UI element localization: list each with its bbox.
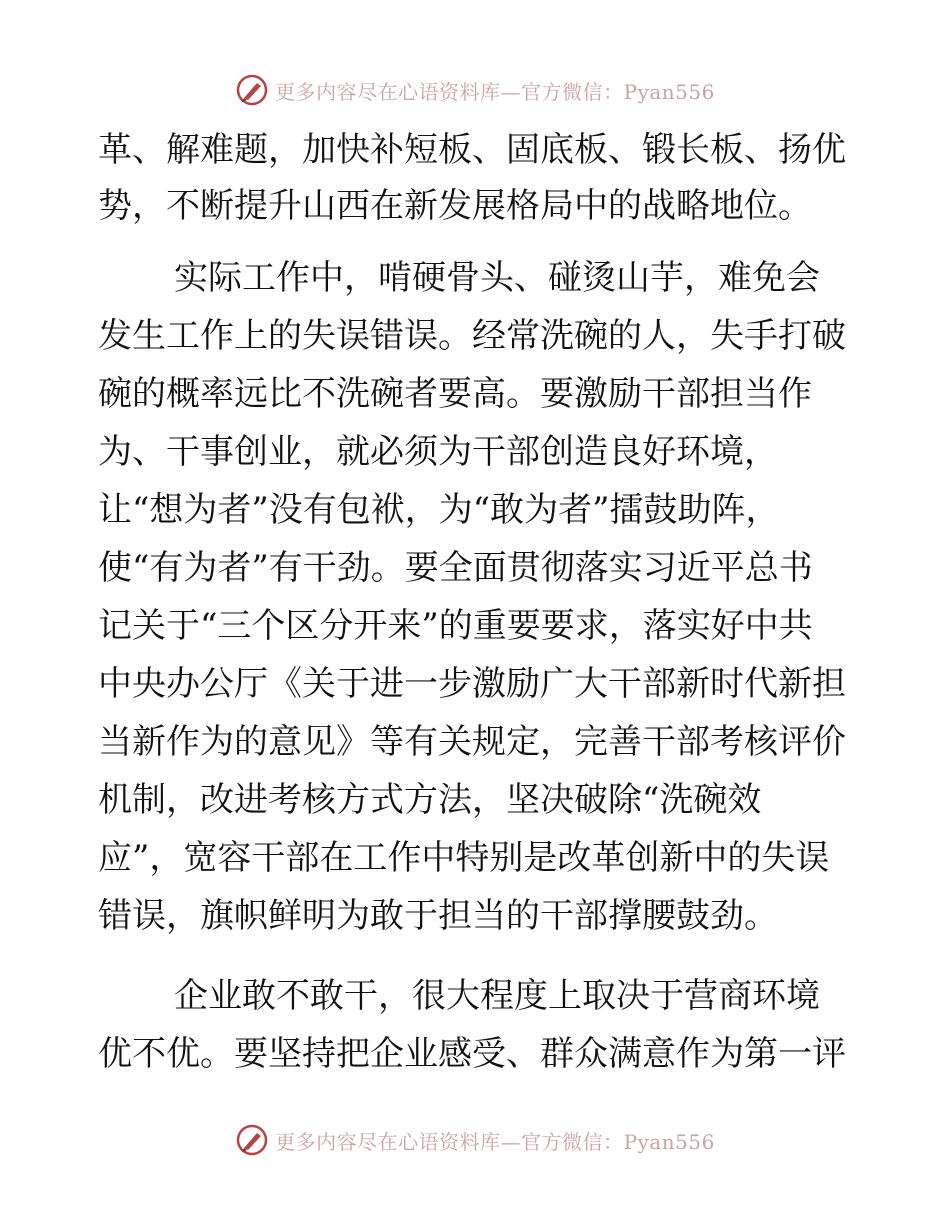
paragraph-1-line-2: 势，不断提升山西在新发展格局中的战略地位。 <box>98 186 812 226</box>
paragraph-2-line-9: 当新作为的意见》等有关规定，完善干部考核评价 <box>98 722 846 762</box>
paragraph-2-line-2: 发生工作上的失误错误。经常洗碗的人，失手打破 <box>98 316 846 356</box>
paragraph-2-line-5: 让“想为者”没有包袱，为“敢为者”擂鼓助阵， <box>98 490 780 530</box>
paragraph-1-line-1: 革、解难题，加快补短板、固底板、锻长板、扬优 <box>98 130 846 170</box>
paragraph-2-line-1: 实际工作中，啃硬骨头、碰烫山芋，难免会 <box>174 258 820 298</box>
pen-logo-icon <box>235 1123 269 1157</box>
watermark-header <box>0 70 950 110</box>
paragraph-2-line-3: 碗的概率远比不洗碗者要高。要激励干部担当作 <box>98 374 812 414</box>
paragraph-2-line-11: 应”，宽容干部在工作中特别是改革创新中的失误 <box>98 838 830 878</box>
paragraph-2-line-4: 为、干事创业，就必须为干部创造良好环境， <box>98 432 778 472</box>
watermark-text: 更多内容尽在心语资料库—官方微信：Pyan556 <box>275 79 715 104</box>
paragraph-3-line-1: 企业敢不敢干，很大程度上取决于营商环境 <box>174 976 820 1016</box>
paragraph-2-line-10: 机制，改进考核方式方法，坚决破除“洗碗效 <box>98 780 762 820</box>
paragraph-2-line-12: 错误，旗帜鲜明为敢于担当的干部撑腰鼓劲。 <box>98 896 778 936</box>
paragraph-3-line-2: 优不优。要坚持把企业感受、群众满意作为第一评 <box>98 1034 846 1074</box>
paragraph-2-line-8: 中央办公厅《关于进一步激励广大干部新时代新担 <box>98 664 846 704</box>
paragraph-2-line-7: 记关于“三个区分开来”的重要要求，落实好中共 <box>98 606 813 646</box>
watermark-footer <box>0 1120 950 1160</box>
pen-logo-icon <box>235 73 269 107</box>
watermark-text: 更多内容尽在心语资料库—官方微信：Pyan556 <box>275 1129 715 1154</box>
paragraph-2-line-6: 使“有为者”有干劲。要全面贯彻落实习近平总书 <box>98 548 813 588</box>
